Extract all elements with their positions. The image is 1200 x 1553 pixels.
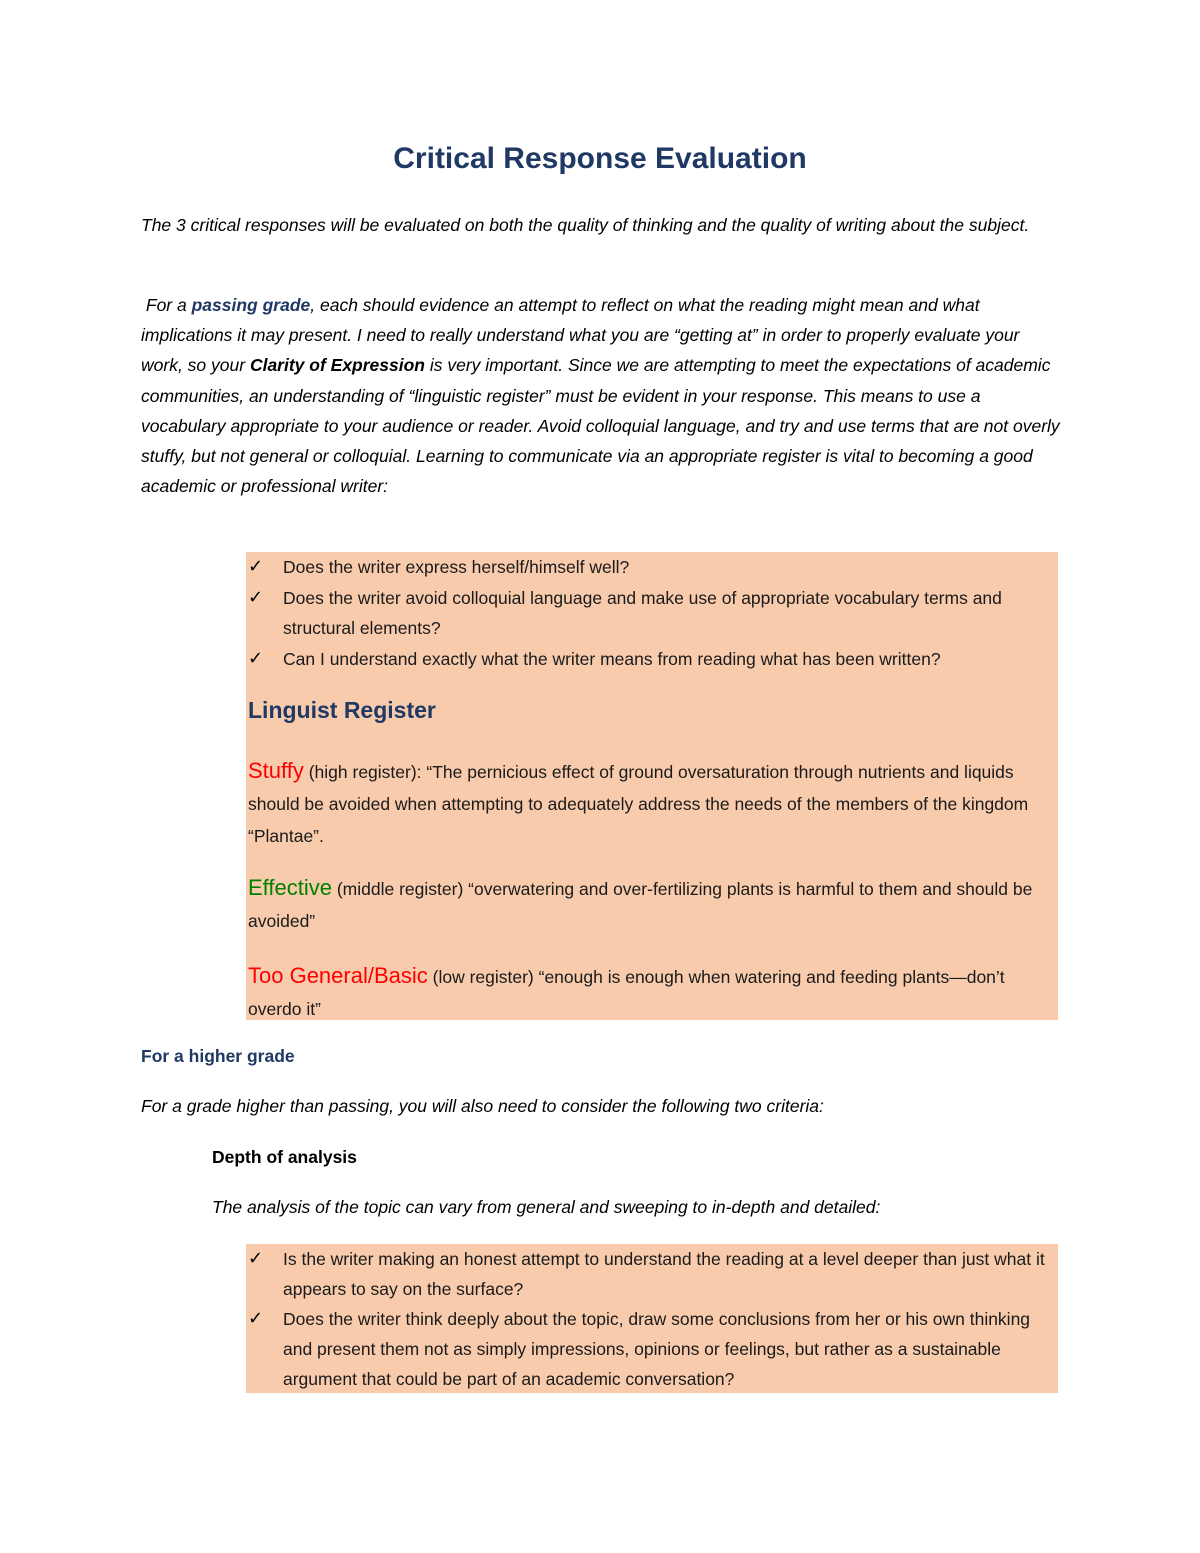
check-icon: ✓ <box>248 648 264 668</box>
depth-checklist-item: Does the writer think deeply about the topic, draw some conclusions from her or his own thinking and present them not as simply impressions, opinions or feelings, but rather as a sustainable argument that could be part of an academic conversation? <box>283 1309 1031 1390</box>
clarity-of-expression: Clarity of Expression <box>249 355 425 376</box>
stuffy-label: Stuffy <box>248 758 304 783</box>
effective-label: Effective <box>248 875 332 900</box>
register-effective <box>248 872 1058 937</box>
effective-note: (middle register) <box>331 879 469 899</box>
clarity-checklist-item: Can I understand exactly what the writer means from reading what has been written? <box>283 649 941 669</box>
depth-checklist-item: Is the writer making an honest attempt to understand the reading at a level deeper than just what it appears to say on the surface? <box>283 1249 1045 1300</box>
register-basic <box>248 960 1058 1025</box>
passing-lead: For a <box>145 295 192 315</box>
passing-text-2: is very important. Since we are attempting to meet the expectations of academic communities, an understanding of “linguistic register” must be evident in your response. This means to use a vocabulary appropriate to your audience or reader. Avoid colloquial language, and try and use terms that are not overly stuffy, but not general or colloquial. Learning to communicate via an appropriate register is vital to becoming a good academic or professional writer: <box>141 355 1060 497</box>
basic-note: (low register) <box>427 967 539 987</box>
check-icon: ✓ <box>248 587 264 607</box>
page-title: Critical Response Evaluation <box>393 142 807 175</box>
check-icon: ✓ <box>248 556 264 576</box>
depth-intro: The analysis of the topic can vary from general and sweeping to in-depth and detailed: <box>212 1197 881 1217</box>
stuffy-note: (high register): <box>303 762 427 782</box>
effective-example: “overwatering and over-fertilizing plants is harmful to them and should be avoided” <box>248 879 1033 931</box>
basic-label: Too General/Basic <box>248 963 428 988</box>
clarity-checklist-item: Does the writer express herself/himself well? <box>283 557 630 577</box>
passing-grade-highlight: passing grade <box>191 295 311 315</box>
clarity-checklist-item: Does the writer avoid colloquial language and make use of appropriate vocabulary terms and structural elements? <box>283 588 1002 639</box>
higher-grade-intro: For a grade higher than passing, you will also need to consider the following two criteria: <box>141 1096 824 1116</box>
register-stuffy <box>248 755 1058 852</box>
linguist-register-heading: Linguist Register <box>248 697 436 723</box>
basic-example: “enough is enough when watering and feeding plants—don’t overdo it” <box>248 967 1005 1019</box>
higher-grade-heading: For a higher grade <box>141 1046 295 1066</box>
check-icon: ✓ <box>248 1248 264 1268</box>
depth-of-analysis-heading: Depth of analysis <box>212 1147 357 1167</box>
intro-paragraph: The 3 critical responses will be evaluated on both the quality of thinking and the quality of writing about the subject. <box>141 215 1030 235</box>
stuffy-example: “The pernicious effect of ground oversaturation through nutrients and liquids should be avoided when attempting to adequately address the needs of the members of the kingdom “Plantae”. <box>248 762 1029 846</box>
passing-text-1: , each should evidence an attempt to reflect on what the reading might mean and what implications it may present. I need to really understand what you are “getting at” in order to properly evaluate your work, so your <box>141 295 1020 376</box>
passing-paragraph <box>141 290 1061 501</box>
check-icon: ✓ <box>248 1308 264 1328</box>
